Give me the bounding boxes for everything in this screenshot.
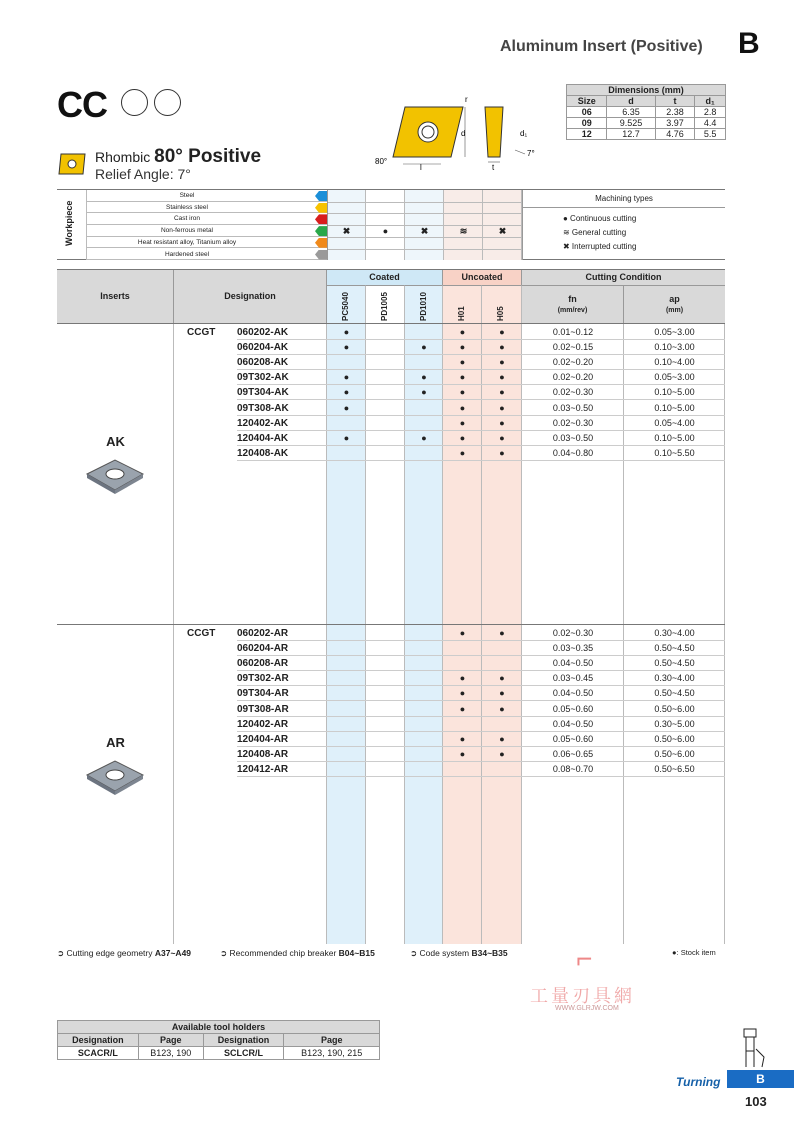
dimensions-title: Dimensions (mm) — [567, 85, 726, 96]
ap-cell: 0.10~5.00 — [654, 432, 695, 443]
dim-header: d₁ — [695, 96, 726, 107]
ap-cell: 0.10~5.00 — [654, 387, 695, 398]
stock-mark: ● — [459, 447, 466, 458]
machining-symbol: ≋ — [459, 226, 468, 237]
ap-cell: 0.30~5.00 — [654, 718, 695, 729]
workpiece-section — [57, 189, 725, 260]
section-tab[interactable]: B — [727, 1070, 794, 1088]
machining-symbol: ✖ — [498, 226, 507, 237]
designation-cell: 120402-AK — [237, 417, 289, 429]
ap-cell: 0.10~5.00 — [654, 402, 695, 413]
designation-cell: 060204-AK — [237, 342, 289, 354]
stock-mark: ● — [459, 673, 466, 684]
ref1-page: A37~A49 — [154, 948, 192, 958]
grade-header — [366, 285, 405, 323]
dim-cell: 06 — [567, 107, 607, 118]
stock-mark: ● — [499, 628, 505, 638]
fn-label: fn — [568, 294, 577, 304]
machining-symbol: ✖ — [342, 226, 351, 237]
fn-cell: 0.03~0.45 — [552, 673, 594, 684]
insert-group — [57, 624, 725, 943]
ref3-label: Code system — [419, 948, 470, 958]
page-section-title: Aluminum Insert (Positive) — [500, 38, 703, 55]
ap-cell: 0.10~5.50 — [654, 447, 695, 458]
coated-header: Coated — [327, 270, 443, 285]
t-note: t — [492, 163, 495, 172]
designation-cell: 060208-AR — [237, 658, 289, 670]
insert-photo — [85, 757, 145, 797]
dim-header: t — [655, 96, 695, 107]
ap-header — [624, 285, 725, 323]
grade-name: PC5040 — [341, 292, 350, 321]
grade-header — [443, 285, 482, 323]
grade-name: PD1005 — [380, 292, 389, 321]
stock-mark: ● — [459, 417, 466, 428]
ap-cell: 0.30~4.00 — [654, 673, 695, 684]
dim-cell: 12.7 — [607, 129, 655, 140]
watermark-text: 工量刃具網 — [530, 986, 635, 1006]
holder-header: Designation — [203, 1034, 284, 1047]
stock-mark: ● — [499, 688, 505, 699]
ap-unit: (mm) — [665, 307, 684, 314]
fn-cell: 0.08~0.70 — [552, 763, 594, 774]
ap-cell: 0.50~4.50 — [654, 688, 695, 699]
grade-header — [405, 285, 443, 323]
ref1-label: Cutting edge geometry — [66, 948, 153, 958]
ap-label: ap — [669, 294, 680, 304]
stock-mark: ● — [459, 688, 466, 699]
fn-unit: (mm/rev) — [557, 307, 588, 314]
dim-header: d — [607, 96, 655, 107]
cutting-header: Cutting Condition — [522, 270, 725, 285]
stock-mark: ● — [343, 342, 350, 353]
designation-cell: 120408-AK — [237, 447, 289, 459]
designation-cell: 120402-AR — [237, 718, 289, 730]
grade-header — [327, 285, 366, 323]
stock-mark: ● — [499, 417, 505, 428]
ap-cell: 0.05~4.00 — [654, 417, 695, 428]
stock-mark: ● — [421, 432, 427, 443]
ap-cell: 0.10~3.00 — [654, 342, 695, 353]
stock-mark: ● — [499, 432, 505, 443]
workpiece-name: Steel — [179, 192, 195, 199]
stock-mark: ● — [459, 402, 466, 413]
stock-mark: ● — [459, 357, 466, 368]
dim-cell: 2.38 — [655, 107, 695, 118]
stock-mark: ● — [343, 387, 350, 398]
stock-mark: ● — [459, 628, 466, 638]
designation-cell: 060208-AK — [237, 357, 289, 369]
ref2-page: B04~B15 — [338, 948, 375, 958]
stock-mark: ● — [459, 372, 466, 383]
stock-mark: ● — [499, 327, 505, 337]
designation-cell: 09T308-AK — [237, 402, 289, 414]
group-name: AR — [106, 735, 125, 750]
stock-mark: ● — [499, 748, 505, 759]
machining-symbol: ✖ — [420, 226, 429, 237]
holder-designation[interactable]: SCACR/L — [58, 1047, 139, 1060]
stock-mark: ● — [421, 387, 427, 398]
ap-cell: 0.50~4.50 — [654, 643, 695, 654]
fn-cell: 0.03~0.35 — [552, 643, 594, 654]
workpiece-name: Stainless steel — [166, 203, 208, 211]
fn-cell: 0.05~0.60 — [552, 703, 594, 714]
designation-cell: 060204-AR — [237, 643, 289, 655]
workpiece-row — [87, 249, 327, 261]
ap-cell: 0.50~6.00 — [654, 733, 695, 744]
grade-header — [482, 285, 522, 323]
fn-cell: 0.02~0.30 — [552, 387, 594, 398]
dim-cell: 09 — [567, 118, 607, 129]
dim-cell: 6.35 — [607, 107, 655, 118]
ref3-page: B34~B35 — [471, 948, 508, 958]
machining-symbol: ● — [382, 226, 389, 237]
holder-header: Page — [284, 1034, 380, 1047]
rhombic-shape-icon — [57, 151, 87, 177]
stock-mark: ● — [499, 703, 505, 714]
workpiece-name: Heat resistant alloy, Titanium alloy — [137, 238, 237, 246]
ref-code-system[interactable] — [410, 948, 508, 959]
relief-note: 7° — [527, 149, 535, 158]
stock-mark: ● — [499, 447, 505, 458]
section-letter: B — [738, 27, 760, 60]
dim-cell: 4.4 — [695, 118, 726, 129]
d1-note: d₁ — [520, 129, 528, 138]
stock-mark: ● — [421, 342, 427, 353]
workpiece-name: Hardened steel — [164, 250, 210, 258]
stock-mark: ● — [499, 402, 505, 413]
insert-photo — [85, 456, 145, 496]
holder-designation[interactable]: SCLCR/L — [203, 1047, 284, 1060]
product-code: CC — [57, 84, 107, 125]
designation-cell: 09T304-AR — [237, 688, 289, 700]
designation-cell: 09T302-AR — [237, 673, 289, 685]
dimensions-table — [566, 84, 726, 140]
machining-general: ≋ General cutting — [563, 228, 627, 237]
stock-mark: ● — [343, 402, 350, 413]
workpiece-name: Cast iron — [173, 215, 200, 223]
ap-cell: 0.50~6.50 — [654, 763, 695, 774]
designation-cell: 09T304-AK — [237, 387, 289, 399]
stock-mark: ● — [499, 357, 505, 368]
ap-cell: 0.10~4.00 — [654, 357, 695, 368]
shape-label — [95, 146, 261, 168]
insert-drawing — [375, 92, 540, 172]
holder-header: Designation — [58, 1034, 139, 1047]
uncoated-header: Uncoated — [443, 270, 522, 285]
dim-header: Size — [567, 96, 607, 107]
designation-header: Designation — [174, 270, 327, 323]
machining-interrupted: ✖ Interrupted cutting — [563, 242, 637, 251]
l-note: l — [420, 163, 422, 172]
fn-cell: 0.02~0.30 — [552, 628, 594, 638]
designation-cell: 120408-AR — [237, 748, 289, 760]
designation-cell: 120412-AR — [237, 763, 289, 775]
ap-cell: 0.05~3.00 — [654, 372, 695, 383]
designation-cell: 09T308-AR — [237, 703, 289, 715]
fn-cell: 0.03~0.50 — [552, 432, 594, 443]
grade-name: PD1010 — [419, 292, 428, 321]
ap-cell: 0.50~4.50 — [654, 658, 695, 669]
stock-mark: ● — [459, 387, 466, 398]
relief-angle: Relief Angle: 7° — [95, 166, 191, 182]
fn-cell: 0.03~0.50 — [552, 402, 594, 413]
workpiece-name: Non-ferrous metal — [160, 227, 214, 235]
machining-title: Machining types — [523, 190, 725, 208]
fn-cell: 0.06~0.65 — [552, 748, 594, 759]
stock-mark: ● — [459, 733, 466, 744]
designation-cell: 09T302-AK — [237, 372, 289, 384]
ref-cutting-edge[interactable] — [57, 948, 191, 959]
designation-prefix: CCGT — [187, 327, 216, 338]
stock-mark: ● — [343, 327, 350, 337]
holder-page[interactable]: B123, 190, 215 — [284, 1047, 380, 1060]
stock-mark: ● — [459, 748, 466, 759]
dim-cell: 4.76 — [655, 129, 695, 140]
code-placeholder-circle — [154, 89, 181, 116]
machining-box — [522, 190, 725, 260]
ap-cell: 0.05~3.00 — [654, 327, 695, 337]
stock-mark: ● — [499, 387, 505, 398]
designation-cell: 060202-AK — [237, 327, 289, 338]
dim-cell: 3.97 — [655, 118, 695, 129]
stock-mark: ● — [499, 372, 505, 383]
holder-page[interactable]: B123, 190 — [138, 1047, 203, 1060]
fn-cell: 0.02~0.20 — [552, 372, 594, 383]
stock-mark: ● — [343, 432, 350, 443]
ap-cell: 0.50~6.00 — [654, 703, 695, 714]
page-number: 103 — [745, 1094, 767, 1109]
ap-cell: 0.50~6.00 — [654, 748, 695, 759]
stock-mark: ● — [499, 733, 505, 744]
insert-table — [57, 269, 725, 942]
stock-mark: ● — [343, 372, 350, 383]
fn-cell: 0.04~0.50 — [552, 658, 594, 669]
shape-name: Rhombic — [95, 149, 151, 165]
insert-group — [57, 323, 725, 624]
stock-mark: ● — [459, 327, 466, 337]
machining-continuous: ● Continuous cutting — [563, 214, 637, 223]
arrow-circle-icon: ➲ — [220, 948, 228, 958]
workpiece-row — [87, 225, 327, 237]
watermark-url: WWW.GLRJW.COM — [555, 1005, 619, 1012]
code-placeholder-circle — [121, 89, 148, 116]
designation-prefix: CCGT — [187, 628, 216, 639]
holders-title: Available tool holders — [58, 1021, 380, 1034]
group-name: AK — [106, 434, 125, 449]
ref-chip-breaker[interactable] — [220, 948, 375, 959]
fn-cell: 0.04~0.50 — [552, 688, 594, 699]
radius-note: r — [465, 95, 468, 104]
watermark-logo: ⌐ — [576, 943, 593, 974]
fn-cell: 0.04~0.50 — [552, 718, 594, 729]
fn-header — [522, 285, 624, 323]
grade-columns — [327, 190, 522, 260]
fn-cell: 0.02~0.15 — [552, 342, 594, 353]
ap-cell: 0.30~4.00 — [654, 628, 695, 638]
dim-cell: 5.5 — [695, 129, 726, 140]
workpiece-row — [87, 190, 327, 202]
fn-cell: 0.02~0.30 — [552, 417, 594, 428]
angle-note: 80° — [375, 157, 388, 166]
section-label: Turning — [676, 1075, 721, 1089]
dim-cell: 9.525 — [607, 118, 655, 129]
fn-cell: 0.04~0.80 — [552, 447, 594, 458]
arrow-circle-icon: ➲ — [410, 948, 418, 958]
dim-cell: 12 — [567, 129, 607, 140]
workpiece-row — [87, 237, 327, 249]
designation-cell: 060202-AR — [237, 628, 289, 639]
designation-cell: 120404-AR — [237, 733, 289, 745]
arrow-circle-icon: ➲ — [57, 948, 65, 958]
fn-cell: 0.05~0.60 — [552, 733, 594, 744]
turning-tool-icon — [740, 1027, 768, 1069]
stock-mark: ● — [421, 372, 427, 383]
stock-mark: ● — [459, 432, 466, 443]
grade-name: H01 — [457, 306, 466, 321]
inserts-header: Inserts — [57, 270, 174, 323]
dim-cell: 2.8 — [695, 107, 726, 118]
angle-label: 80° Positive — [154, 146, 262, 167]
stock-mark: ● — [499, 673, 505, 684]
stock-note: ●: Stock item — [672, 948, 716, 957]
stock-mark: ● — [499, 342, 505, 353]
fn-cell: 0.01~0.12 — [552, 327, 594, 337]
designation-cell: 120404-AK — [237, 432, 289, 444]
workpiece-row — [87, 202, 327, 214]
workpiece-label-cell — [57, 190, 87, 260]
grade-name: H05 — [496, 306, 505, 321]
tool-holder-table — [57, 1020, 380, 1060]
workpiece-label: Workpiece — [64, 200, 74, 246]
stock-mark: ● — [459, 703, 466, 714]
holder-header: Page — [138, 1034, 203, 1047]
d-note: d — [461, 129, 466, 138]
stock-mark: ● — [459, 342, 466, 353]
ref2-label: Recommended chip breaker — [229, 948, 337, 958]
fn-cell: 0.02~0.20 — [552, 357, 594, 368]
workpiece-row — [87, 213, 327, 225]
